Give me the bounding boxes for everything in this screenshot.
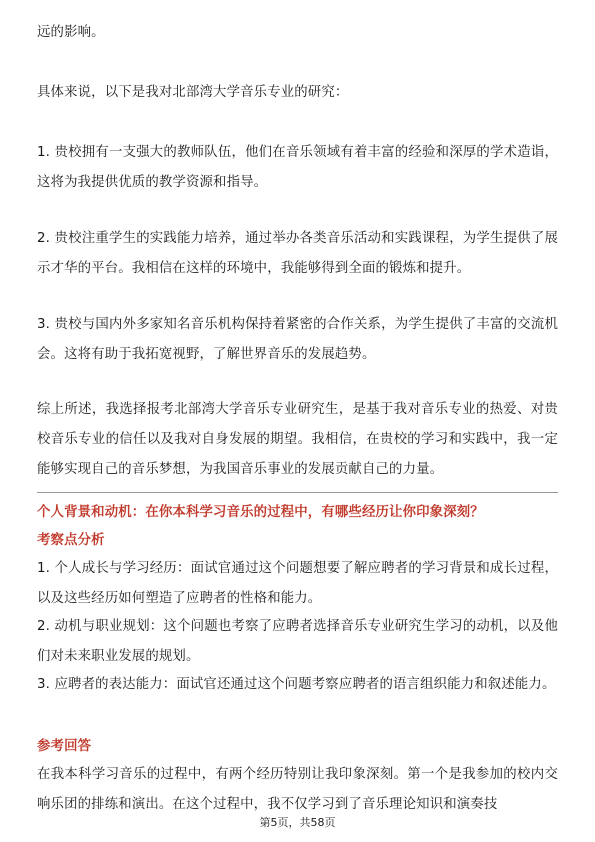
answer-text: 在我本科学习音乐的过程中，有两个经历特别让我印象深刻。第一个是我参加的校内交响乐团的排练和演出。在这个过程中，我不仅学习到了音乐理论知识和演奏技	[37, 767, 558, 812]
analysis-heading: 考察点分析	[37, 533, 105, 548]
analysis-point-2: 2. 动机与职业规划：这个问题也考察了应聘者选择音乐专业研究生学习的动机，以及他们对未来职业发展的规划。	[37, 619, 558, 664]
list-item-point-1: 1. 贵校拥有一支强大的教师队伍，他们在音乐领域有着丰富的经验和深厚的学术造诣，这将为我提供优质的教学资源和指导。	[37, 145, 558, 190]
list-item-point-3: 3. 贵校与国内外多家知名音乐机构保持着紧密的合作关系，为学生提供了丰富的交流机会。这将有助于我拓宽视野，了解世界音乐的发展趋势。	[37, 317, 558, 362]
paragraph-lead: 具体来说，以下是我对北部湾大学音乐专业的研究：	[37, 85, 349, 100]
section-divider	[37, 492, 558, 493]
answer-heading: 参考回答	[37, 739, 92, 754]
analysis-point-3: 3. 应聘者的表达能力：面试官还通过这个问题考察应聘者的语言组织能力和叙述能力。	[37, 677, 556, 692]
question-title: 个人背景和动机：在你本科学习音乐的过程中，有哪些经历让你印象深刻？	[37, 505, 484, 520]
analysis-point-1: 1. 个人成长与学习经历：面试官通过这个问题想要了解应聘者的学习背景和成长过程，以及这些经历如何塑造了应聘者的性格和能力。	[37, 561, 558, 606]
paragraph-summary: 综上所述，我选择报考北部湾大学音乐专业研究生，是基于我对音乐专业的热爱、对贵校音乐专业的信任以及我对自身发展的期望。我相信，在贵校的学习和实践中，我一定能够实现自己的音乐梦想，为我国音乐事业的发展贡献自己的力量。	[37, 402, 558, 477]
list-item-point-2: 2. 贵校注重学生的实践能力培养，通过举办各类音乐活动和实践课程，为学生提供了展示才华的平台。我相信在这样的环境中，我能够得到全面的锻炼和提升。	[37, 231, 558, 276]
paragraph-tail: 远的影响。	[37, 25, 105, 40]
page-footer: 第5页，共58页	[259, 816, 336, 829]
